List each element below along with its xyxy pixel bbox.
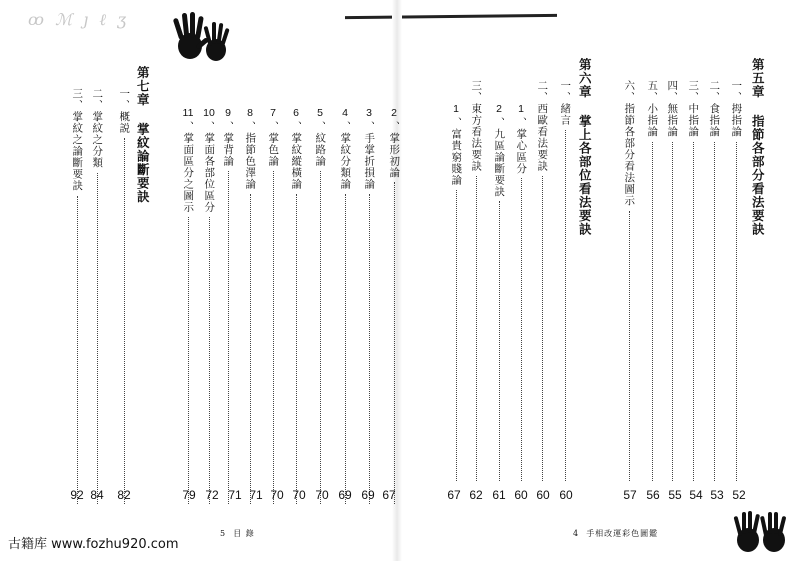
toc-page-number: 55 [668,488,682,502]
toc-page-number: 84 [90,488,104,502]
toc-page-number: 60 [559,488,573,502]
toc-entry[interactable]: 一、概説 [113,88,135,508]
toc-entry[interactable]: 8 、指節色澤論 [239,108,261,508]
chapter5-heading: 第五章 指節各部分看法要訣 [750,58,766,236]
toc-page-number: 69 [361,488,375,502]
toc-page-number: 79 [182,488,196,502]
toc-entry[interactable]: 11 、掌面區分之圖示 [177,108,199,508]
toc-entry[interactable]: 1 、掌心區分 [510,104,532,485]
footer-left: 5 目 錄 [220,529,255,538]
chapter6-heading-column [573,58,595,258]
dot-leader [736,142,737,482]
toc-entry[interactable]: 5 、紋路論 [309,108,331,508]
dot-leader [369,194,370,505]
dot-leader [296,194,297,505]
toc-page-number: 60 [514,488,528,502]
toc-entry[interactable]: 五、小指論 [641,80,663,485]
dot-leader [124,138,125,504]
dot-leader [693,142,694,482]
toc-entry[interactable]: 一、緒言 [554,80,576,485]
toc-page-number: 69 [338,488,352,502]
toc-entry[interactable]: 10 、掌面各部位區分 [198,108,220,508]
dot-leader [542,176,543,481]
dot-leader [565,130,566,481]
toc-entry[interactable]: 一、拇指論 [725,80,747,485]
toc-entry[interactable]: 三、東方看法要訣 [465,80,487,485]
chapter6-heading: 第六章 掌上各部位看法要訣 [577,58,593,236]
toc-page-number: 54 [689,488,703,502]
dot-leader [77,196,78,505]
toc-page-number: 72 [205,488,219,502]
toc-entry[interactable]: 二、掌紋之分類 [86,88,108,508]
toc-page-number: 61 [492,488,506,502]
toc-entry[interactable]: 9 、掌背論 [217,108,239,508]
dot-leader [188,217,189,505]
toc-page-number: 71 [249,488,263,502]
toc-page-number: 52 [732,488,746,502]
dot-leader [652,142,653,482]
dot-leader [629,211,630,482]
toc-page-number: 70 [315,488,329,502]
toc-entry[interactable]: 1 、富貴窮賤論 [445,104,467,485]
chapter5-heading-column [746,58,768,258]
dot-leader [228,171,229,505]
toc-page-number: 56 [646,488,660,502]
toc-page-number: 53 [710,488,724,502]
footer-right: 4 手相改運彩色圖鑑 [573,529,659,538]
dot-leader [456,190,457,482]
faded-handwriting: ꝏ ℳ ȷ ℓ ʒ [28,10,130,29]
dot-leader [521,178,522,481]
toc-entry[interactable]: 2 、掌形初論 [383,108,405,508]
toc-page-number: 67 [447,488,461,502]
toc-page-number: 71 [228,488,242,502]
toc-page-number: 82 [117,488,131,502]
dot-leader [209,217,210,505]
site-watermark: 古籍库 www.fozhu920.com [8,537,179,552]
dot-leader [320,171,321,505]
dot-leader [499,201,500,481]
toc-page-number: 60 [536,488,550,502]
dot-leader [345,194,346,505]
toc-entry[interactable]: 三、掌紋之論斷要訣 [66,88,88,508]
dot-leader [250,194,251,505]
right-page [397,0,793,561]
chapter7-heading: 第七章 掌紋論斷要訣 [135,66,151,204]
toc-entry[interactable]: 3 、手掌折損論 [358,108,380,508]
toc-entry[interactable]: 2 、九區論斷要訣 [488,104,510,485]
toc-entry[interactable]: 4 、掌紋分類論 [334,108,356,508]
toc-entry[interactable]: 二、西歐看法要訣 [531,80,553,485]
toc-page-number: 92 [70,488,84,502]
toc-entry[interactable]: 四、無指論 [661,80,683,485]
toc-page-number: 67 [382,488,396,502]
dot-leader [394,182,395,504]
dot-leader [476,176,477,481]
dot-leader [672,142,673,482]
toc-page-number: 57 [623,488,637,502]
toc-entry[interactable]: 6 、掌紋縱橫論 [285,108,307,508]
dot-leader [97,173,98,505]
toc-entry[interactable]: 7 、掌色論 [262,108,284,508]
toc-page-number: 62 [469,488,483,502]
dot-leader [714,142,715,482]
dot-leader [273,171,274,505]
toc-entry[interactable]: 三、中指論 [682,80,704,485]
toc-entry[interactable]: 六、指節各部分看法圖示 [618,80,640,485]
toc-page-number: 70 [270,488,284,502]
toc-page-number: 70 [292,488,306,502]
toc-entry[interactable]: 二、食指論 [703,80,725,485]
